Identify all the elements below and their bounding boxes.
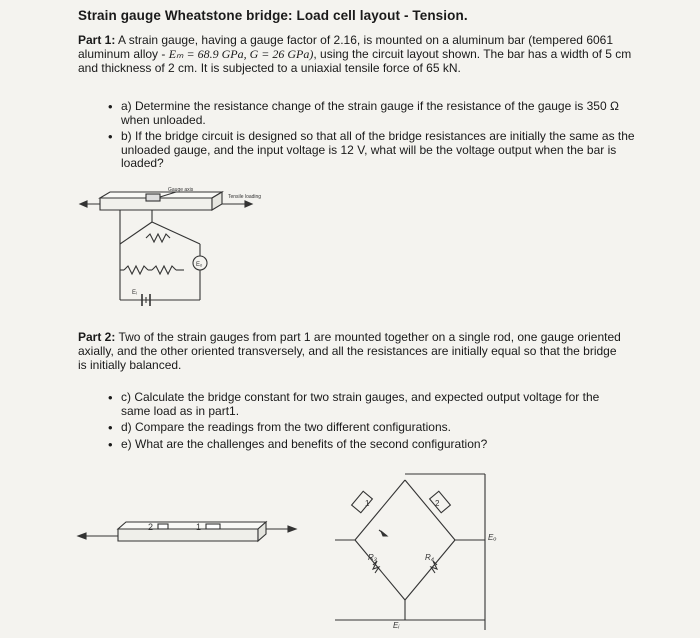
question-e: • e) What are the challenges and benefits of the second configuration? — [108, 438, 618, 452]
node-1-label: 1 — [365, 499, 370, 508]
part1-label: Part 1: — [78, 33, 116, 47]
gauge-2-label: 2 — [148, 522, 154, 532]
rod — [118, 522, 266, 529]
part2-paragraph — [78, 330, 623, 372]
gauge-axial — [206, 524, 220, 529]
figure-wheatstone-bridge — [335, 470, 510, 635]
gauge-transverse — [158, 524, 168, 529]
part1-paragraph — [78, 33, 638, 75]
figure-rod-two-gauges — [78, 515, 308, 555]
resistor-r1 — [146, 234, 170, 242]
r4-label: R₄ — [425, 553, 434, 562]
meter-label: Eₒ — [196, 262, 203, 268]
part2-question-list — [108, 391, 618, 454]
part1-formula: Eₘ = 68.9 GPa, G = 26 GPa) — [168, 47, 314, 61]
part2-label: Part 2: — [78, 330, 116, 344]
eo-label: Eₒ — [488, 533, 497, 542]
resistor-r3 — [152, 266, 176, 274]
part2-text: Two of the strain gauges from part 1 are mounted together on a single rod, one gauge oriented axially, and the other oriented transversely, and all the resistances are initially equal so that the bridge is initially balanced. — [78, 330, 621, 372]
question-c: • c) Calculate the bridge constant for two strain gauges, and expected output voltage for the same load as in part1. — [108, 391, 618, 418]
figure-single-gauge-circuit — [80, 182, 280, 317]
gauge-1-label: 1 — [196, 522, 202, 532]
r3-label: R₃ — [368, 553, 377, 562]
page-title: Strain gauge Wheatstone bridge: Load cell layout - Tension. — [78, 8, 468, 23]
node-2-label: 2 — [435, 499, 440, 508]
part1-question-list — [108, 100, 638, 174]
question-b: • b) If the bridge circuit is designed so that all of the bridge resistances are initially the same as the unloaded gauge, and the input voltage is 12 V, what will be the voltage output when the bar is loaded? — [108, 130, 638, 171]
part1-text-a: A strain gauge, having a gauge factor of 2.16, is mounted on a aluminum bar (tempered 6061 aluminum alloy - — [78, 33, 614, 61]
tensile-loading-label: Tensile loading — [228, 194, 262, 200]
part1-text-b: , using the circuit layout shown. The bar has a width of 5 cm and thickness of 2 cm. It is subjected to a uniaxial tensile force of 65 kN. — [78, 47, 632, 75]
ei-label: Eᵢ — [393, 621, 400, 630]
question-a: • a) Determine the resistance change of the strain gauge if the resistance of the gauge is 350 Ω when unloaded. — [108, 100, 638, 127]
gauge-axis-label: Gauge axis — [168, 187, 194, 193]
bridge-gauge-2 — [430, 491, 451, 513]
resistor-r2 — [124, 266, 148, 274]
source-label: Eᵢ — [132, 290, 137, 296]
question-d: • d) Compare the readings from the two different configurations. — [108, 421, 618, 435]
